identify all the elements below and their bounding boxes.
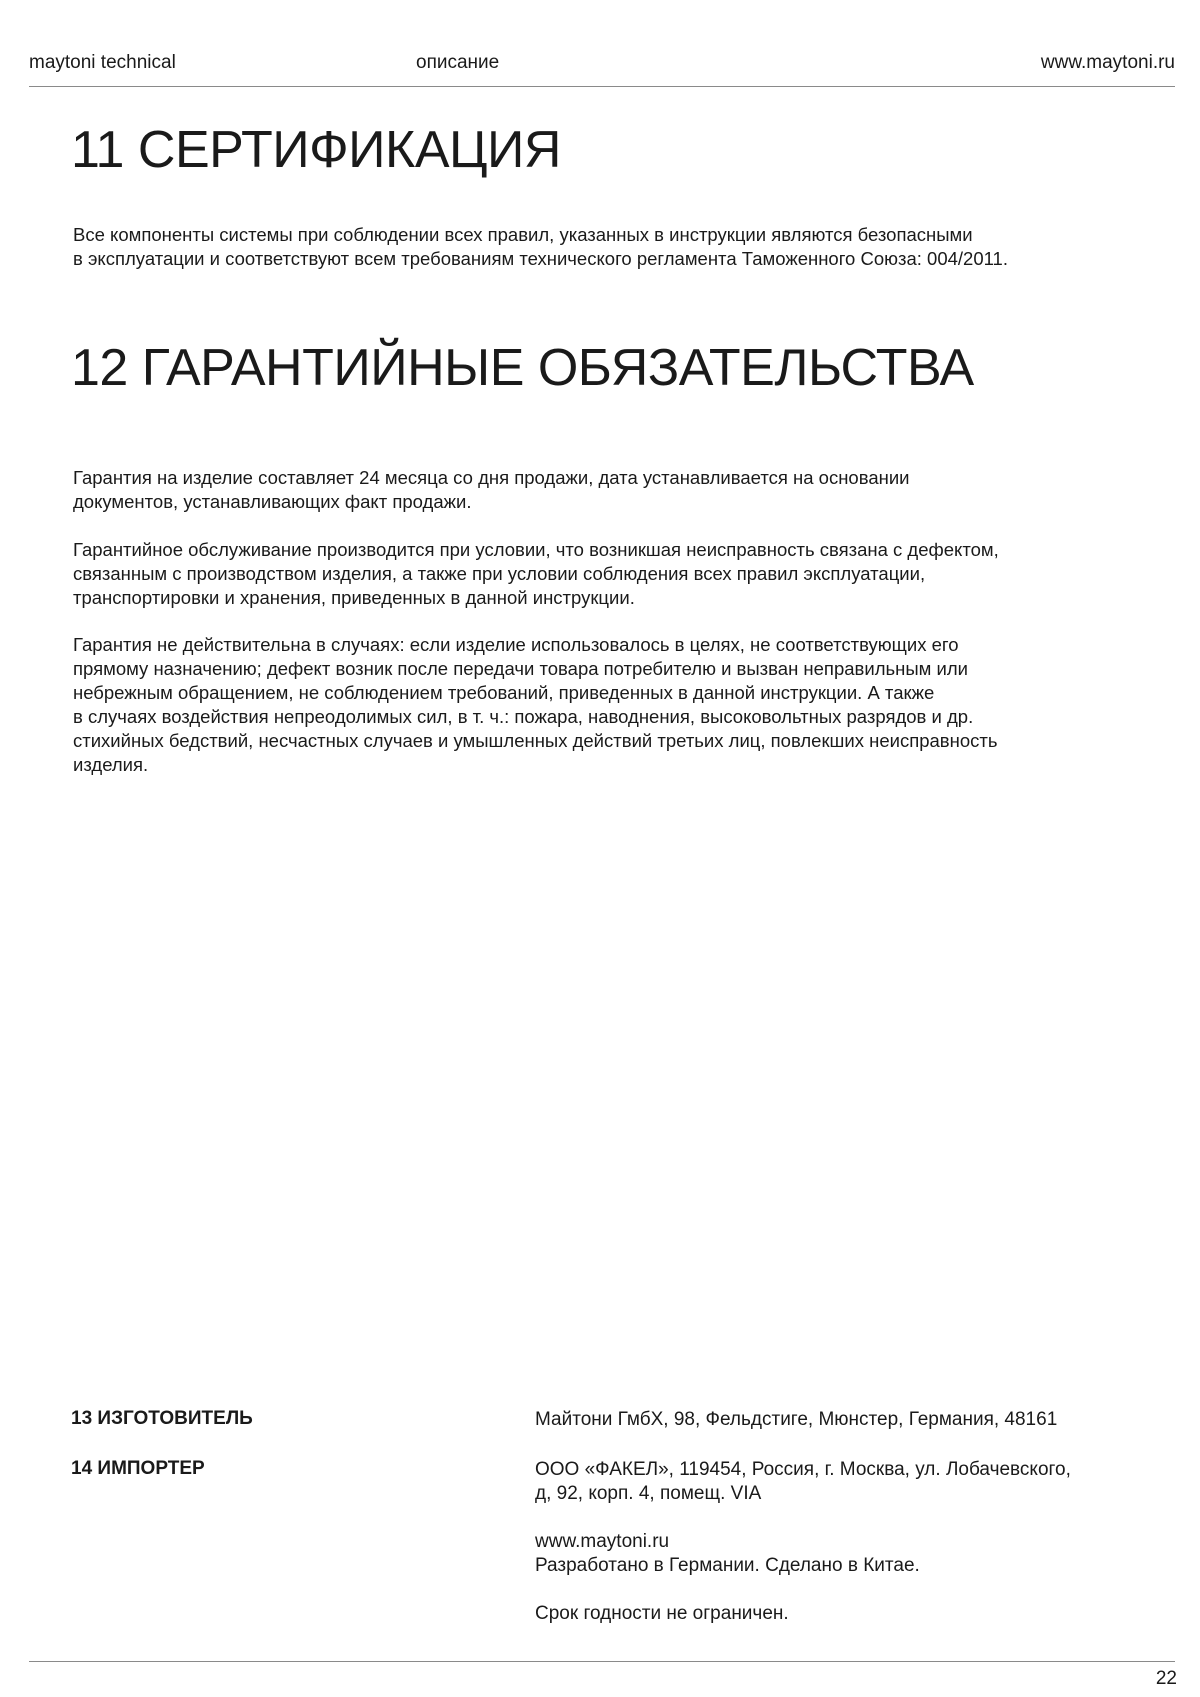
paragraph-line: стихийных бедствий, несчастных случаев и умышленных действий третьих лиц, повлекших неисправность (73, 730, 998, 751)
footer-divider (29, 1661, 1175, 1662)
origin-info (535, 1530, 920, 1578)
header-brand: maytoni technical (29, 52, 176, 73)
paragraph-line: Все компоненты системы при соблюдении всех правил, указанных в инструкции являются безопасными (73, 224, 973, 245)
paragraph-line: в эксплуатации и соответствуют всем требованиям технического регламента Таможенного Союза: 004/2011. (73, 248, 1008, 269)
paragraph-line: связанным с производством изделия, а также при условии соблюдения всех правил эксплуатации, (73, 563, 926, 584)
website-link[interactable]: www.maytoni.ru (535, 1531, 670, 1552)
paragraph-line: Гарантия не действительна в случаях: если изделие использовалось в целях, не соответствующих его (73, 634, 959, 655)
paragraph-line: Гарантия на изделие составляет 24 месяца со дня продажи, дата устанавливается на основании (73, 467, 910, 488)
paragraph-line: Гарантийное обслуживание производится при условии, что возникшая неисправность связана с дефектом, (73, 539, 999, 560)
manufacturer-label: 13 ИЗГОТОВИТЕЛЬ (71, 1408, 253, 1429)
paragraph-line: транспортировки и хранения, приведенных в данной инструкции. (73, 587, 635, 608)
paragraph-line: прямому назначению; дефект возник после передачи товара потребителю и вызван неправильным или (73, 658, 968, 679)
section-12-paragraph-3 (73, 633, 1163, 777)
section-11-paragraph (73, 223, 1163, 271)
page-header (29, 52, 1175, 82)
section-12-paragraph-2 (73, 538, 1163, 610)
section-11-title: 11 СЕРТИФИКАЦИЯ (71, 121, 561, 179)
page-number: 22 (1155, 1668, 1177, 1689)
section-12-paragraph-1 (73, 466, 1163, 514)
header-section: описание (416, 52, 500, 73)
paragraph-line: небрежным обращением, не соблюдением требований, приведенных в данной инструкции. А также (73, 682, 935, 703)
paragraph-line: документов, устанавливающих факт продажи. (73, 491, 472, 512)
header-divider (29, 86, 1175, 87)
section-12-title: 12 ГАРАНТИЙНЫЕ ОБЯЗАТЕЛЬСТВА (71, 339, 974, 397)
importer-address (535, 1458, 1071, 1506)
importer-address-line: ООО «ФАКЕЛ», 119454, Россия, г. Москва, ул. Лобачевского, (535, 1459, 1071, 1480)
shelf-life-text: Срок годности не ограничен. (535, 1603, 789, 1624)
importer-label: 14 ИМПОРТЕР (71, 1458, 205, 1479)
manufacturer-address: Майтони ГмбХ, 98, Фельдстиге, Мюнстер, Германия, 48161 (535, 1409, 1058, 1430)
paragraph-line: в случаях воздействия непреодолимых сил, в т. ч.: пожара, наводнения, высоковольтных разрядов и др. (73, 706, 974, 727)
paragraph-line: изделия. (73, 754, 149, 775)
header-website: www.maytoni.ru (1040, 52, 1175, 73)
origin-text: Разработано в Германии. Сделано в Китае. (535, 1555, 920, 1576)
importer-address-line: д, 92, корп. 4, помещ. VIA (535, 1483, 762, 1504)
